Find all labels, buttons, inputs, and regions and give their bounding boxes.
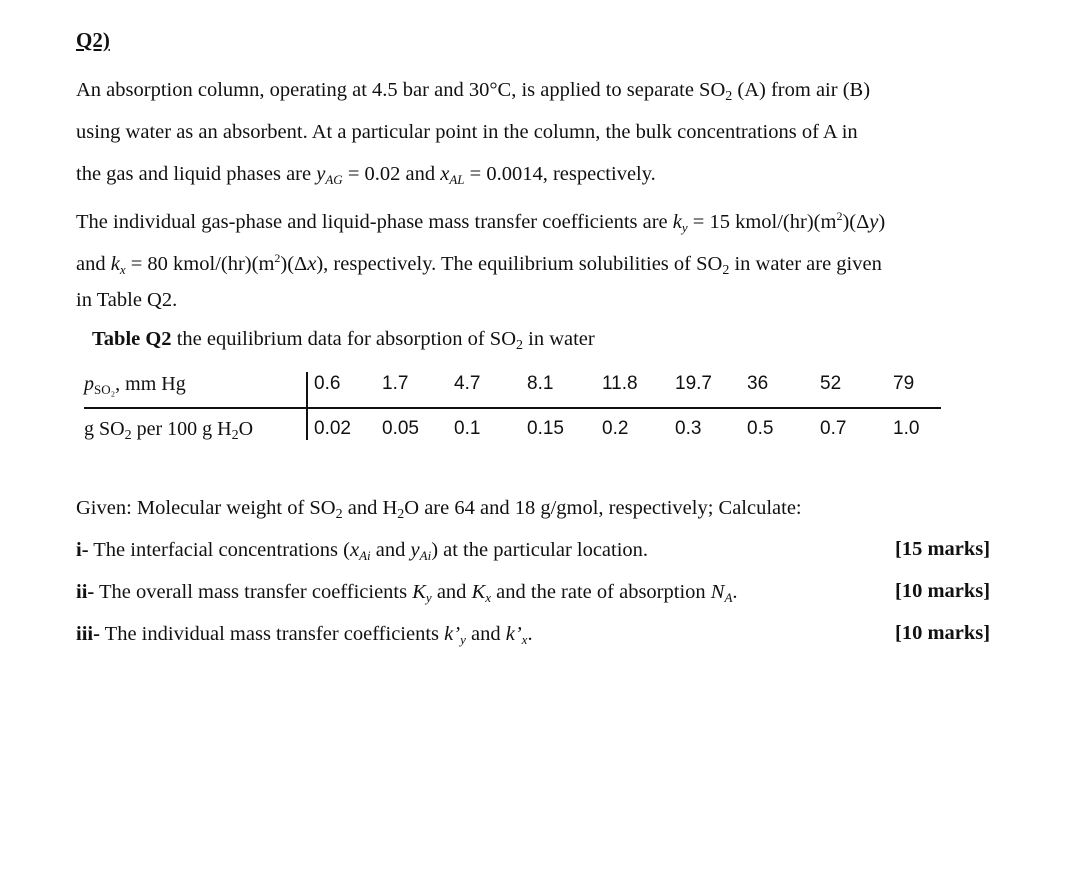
task-i-marks: [15 marks] xyxy=(895,538,991,560)
solubility-cell: 1.0 xyxy=(893,418,920,439)
pressure-cell: 0.6 xyxy=(314,373,341,394)
line5-post-b: ), respectively. The equilibrium solubilities of SO xyxy=(316,253,723,275)
line5-post-c: in water are given xyxy=(729,253,882,275)
line4-var: y xyxy=(869,211,879,233)
row-label-pressure xyxy=(84,373,186,398)
given-post: O are 64 and 18 g/gmol, respectively; Calculate: xyxy=(404,497,802,519)
var-kx: k xyxy=(110,253,120,275)
task-ii-v2: K xyxy=(471,581,486,603)
solubility-cell: 0.7 xyxy=(820,418,847,439)
line5-so2-sub: 2 xyxy=(722,263,730,278)
line4-pre: The individual gas-phase and liquid-phase mass transfer coefficients are xyxy=(76,211,673,233)
task-iii-end: . xyxy=(527,623,533,645)
line1-sub: 2 xyxy=(725,89,733,104)
pressure-cell: 52 xyxy=(820,373,842,394)
solubility-cell: 0.5 xyxy=(747,418,774,439)
given-sub2: 2 xyxy=(397,507,405,522)
line4-sup: 2 xyxy=(836,209,843,223)
task-i-pre: The interfacial concentrations ( xyxy=(88,539,350,561)
row2-label-post: O xyxy=(238,418,254,440)
pressure-cell: 11.8 xyxy=(602,373,638,394)
line5-pre: and xyxy=(76,253,111,275)
line3-pre: the gas and liquid phases are xyxy=(76,163,317,185)
paragraph-line-1 xyxy=(76,78,1031,109)
var-ky: k xyxy=(672,211,682,233)
var-ky-sub: y xyxy=(681,220,688,235)
line1-post: (A) from air (B) xyxy=(732,79,871,101)
row2-label-pre: g SO xyxy=(84,418,125,440)
task-iii-and: and xyxy=(465,623,506,645)
task-i-post: ) at the particular location. xyxy=(431,539,649,561)
task-iii-v1: k’ xyxy=(444,623,461,645)
solubility-cell: 0.3 xyxy=(675,418,702,439)
task-ii-post: and the rate of absorption xyxy=(491,581,711,603)
task-ii-v2-sub: x xyxy=(485,590,492,605)
given-line xyxy=(76,496,1031,527)
given-mid: and H xyxy=(342,497,398,519)
line3-post: = 0.0014, respectively. xyxy=(464,163,656,185)
task-iii-pre: The individual mass transfer coefficients xyxy=(99,623,445,645)
task-i-v1-sub: Ai xyxy=(359,548,371,563)
task-ii-v3-sub: A xyxy=(724,590,733,605)
row1-label-rest: , mm Hg xyxy=(115,373,186,395)
var-x: x xyxy=(440,163,450,185)
line4-mid: = 15 kmol/(hr)(m xyxy=(687,211,837,233)
pressure-cell: 1.7 xyxy=(382,373,409,394)
paragraph-line-5 xyxy=(76,246,1031,283)
pressure-cell: 36 xyxy=(747,373,769,394)
paragraph-line-3 xyxy=(76,162,1031,192)
var-y: y xyxy=(316,163,326,185)
table-caption-post: in water xyxy=(523,328,595,350)
solubility-cell: 0.02 xyxy=(314,418,351,439)
row-label-solubility xyxy=(84,418,253,444)
given-pre: Given: Molecular weight of SO xyxy=(76,497,336,519)
line5-post-a: )(Δ xyxy=(280,253,308,275)
line5-mid: = 80 kmol/(hr)(m xyxy=(125,253,275,275)
table-caption-bold: Table Q2 xyxy=(92,328,172,350)
var-x-sub: AL xyxy=(449,172,465,187)
solubility-cell: 0.15 xyxy=(527,418,564,439)
row2-label-sub2: 2 xyxy=(231,428,239,443)
question-title: Q2) xyxy=(76,28,110,52)
task-ii-pre: The overall mass transfer coefficients xyxy=(94,581,413,603)
task-i-and: and xyxy=(370,539,411,561)
task-ii-num: ii- xyxy=(76,581,95,603)
line1-text: An absorption column, operating at 4.5 bar and 30°C, is applied to separate SO xyxy=(76,79,726,101)
pressure-cell: 19.7 xyxy=(675,373,712,394)
task-i-v2-sub: Ai xyxy=(419,548,432,563)
pressure-cell: 4.7 xyxy=(454,373,481,394)
table-caption-sub: 2 xyxy=(516,338,524,353)
line4-post-a: )(Δ xyxy=(842,211,870,233)
task-ii-v1-sub: y xyxy=(425,590,432,605)
row1-label-p: p xyxy=(84,373,94,395)
task-ii-marks: [10 marks] xyxy=(895,580,991,602)
task-iii-marks: [10 marks] xyxy=(895,622,991,644)
task-i-v1: x xyxy=(349,539,360,561)
given-sub1: 2 xyxy=(335,507,343,522)
line5-sup: 2 xyxy=(274,251,281,265)
row2-label-sub1: 2 xyxy=(124,428,132,443)
table-caption-pre: the equilibrium data for absorption of SO xyxy=(171,328,517,350)
task-iii xyxy=(76,622,876,652)
pressure-cell: 79 xyxy=(893,373,915,394)
solubility-cell: 0.1 xyxy=(454,418,481,439)
paragraph-line-4 xyxy=(76,204,1031,240)
task-iii-v1-sub: y xyxy=(460,632,466,647)
pressure-cell: 8.1 xyxy=(527,373,554,394)
task-ii xyxy=(76,580,886,610)
paragraph-line-6: in Table Q2. xyxy=(76,289,178,311)
row2-label-mid: per 100 g H xyxy=(131,418,232,440)
line4-post-b: ) xyxy=(878,211,886,233)
task-ii-v1: K xyxy=(412,581,426,603)
task-i-num: i- xyxy=(76,539,89,561)
line5-var: x xyxy=(307,253,317,275)
var-kx-sub: x xyxy=(119,262,126,277)
task-i xyxy=(76,538,876,568)
task-iii-v2-sub: x xyxy=(521,632,528,647)
task-iii-v2: k’ xyxy=(505,623,522,645)
task-ii-end: . xyxy=(732,581,738,603)
paragraph-line-2: using water as an absorbent. At a particular point in the column, the bulk concentrations of A in xyxy=(76,121,858,143)
table-row-pressure xyxy=(84,373,944,403)
task-ii-and: and xyxy=(431,581,472,603)
solubility-cell: 0.2 xyxy=(602,418,629,439)
table-caption xyxy=(92,328,595,354)
var-y-sub: AG xyxy=(325,172,343,187)
task-i-v2: y xyxy=(410,539,420,561)
line3-mid: = 0.02 and xyxy=(342,163,441,185)
row1-label-sub: SO₂ xyxy=(94,382,116,397)
task-ii-v3: N xyxy=(710,581,725,603)
task-iii-num: iii- xyxy=(76,623,100,645)
table-divider-horizontal xyxy=(84,407,941,409)
table-row-solubility xyxy=(84,418,944,448)
solubility-cell: 0.05 xyxy=(382,418,419,439)
